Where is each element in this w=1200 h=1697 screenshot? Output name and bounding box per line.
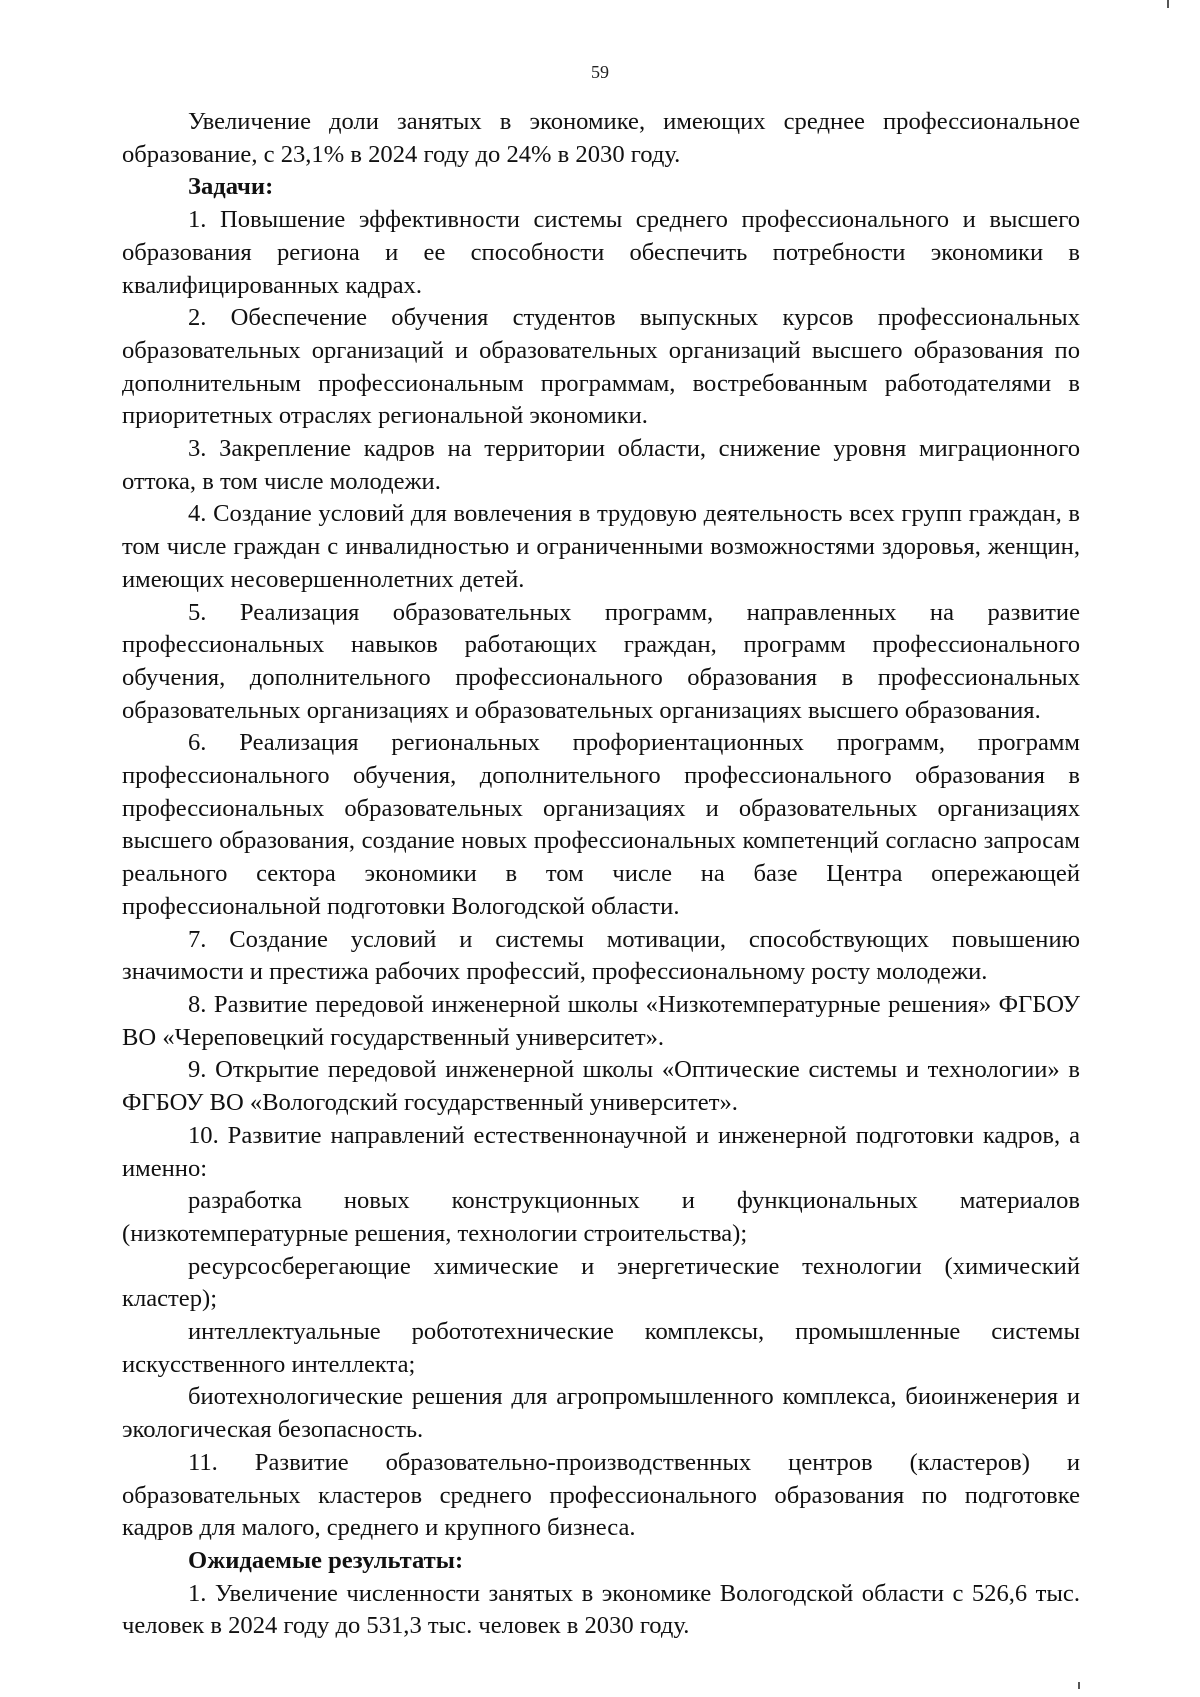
task-8: 8. Развитие передовой инженерной школы «Низкотемпературные решения» ФГБОУ ВО «Череповецкий государственный университет».	[122, 990, 1080, 1051]
task-2: 2. Обеспечение обучения студентов выпускных курсов профессиональных образовательных организаций и образовательных организаций высшего образования по дополнительным профессиональным программам, востребованным работодателями в приоритетных отраслях региональной экономики.	[122, 304, 1080, 430]
task-10-item-robotics: интеллектуальные робототехнические комплексы, промышленные системы искусственного интеллекта;	[122, 1318, 1080, 1378]
paragraph-goal: Увеличение доли занятых в экономике, имеющих среднее профессиональное образование, с 23,1% в 2024 году до 24% в 2030 году.	[122, 108, 1080, 168]
page-number: 59	[591, 62, 609, 82]
heading-expected-results: Ожидаемые результаты:	[188, 1546, 464, 1574]
document-body	[122, 106, 1080, 1643]
task-9: 9. Открытие передовой инженерной школы «Оптические системы и технологии» в ФГБОУ ВО «Вологодский государственный университет».	[122, 1056, 1080, 1117]
task-6: 6. Реализация региональных профориентационных программ, программ профессионального обучения, дополнительного профессионального образования в профессиональных образовательных организациях и образовательных организациях высшего образования, создание новых профессиональных компетенций согласно запросам реального сектора экономики в том числе на базе Центра опережающей профессиональной подготовки Вологодской области.	[122, 729, 1080, 920]
task-11: 11. Развитие образовательно-производственных центров (кластеров) и образовательных кластеров среднего профессионального образования по подготовке кадров для малого, среднего и крупного бизнеса.	[122, 1448, 1080, 1542]
task-10: 10. Развитие направлений естественнонаучной и инженерной подготовки кадров, а именно:	[122, 1121, 1080, 1182]
scan-mark-top	[1167, 0, 1169, 8]
scan-mark-bottom	[1078, 1682, 1080, 1689]
task-3: 3. Закрепление кадров на территории области, снижение уровня миграционного оттока, в том числе молодежи.	[122, 435, 1080, 495]
task-10-item-biotech: биотехнологические решения для агропромышленного комплекса, биоинженерия и экологическая безопасность.	[122, 1383, 1080, 1444]
task-7: 7. Создание условий и системы мотивации, способствующих повышению значимости и престижа рабочих профессий, профессиональному росту молодежи.	[122, 925, 1080, 986]
result-1: 1. Увеличение численности занятых в экономике Вологодской области с 526,6 тыс. человек в 2024 году до 531,3 тыс. человек в 2030 году.	[122, 1579, 1080, 1640]
task-5: 5. Реализация образовательных программ, направленных на развитие профессиональных навыков работающих граждан, программ профессионального обучения, дополнительного профессионального образования в профессиональных образовательных организациях и образовательных организациях высшего образования.	[122, 598, 1080, 724]
heading-tasks: Задачи:	[188, 173, 274, 201]
task-4: 4. Создание условий для вовлечения в трудовую деятельность всех групп граждан, в том числе граждан с инвалидностью и ограниченными возможностями здоровья, женщин, имеющих несовершеннолетних детей.	[122, 500, 1080, 593]
task-1: 1. Повышение эффективности системы среднего профессионального и высшего образования региона и ее способности обеспечить потребности экономики в квалифицированных кадрах.	[122, 206, 1080, 299]
task-10-item-chemical: ресурсосберегающие химические и энергетические технологии (химический кластер);	[122, 1252, 1080, 1313]
task-10-item-materials: разработка новых конструкционных и функциональных материалов (низкотемпературные решения, технологии строительства);	[122, 1187, 1080, 1247]
